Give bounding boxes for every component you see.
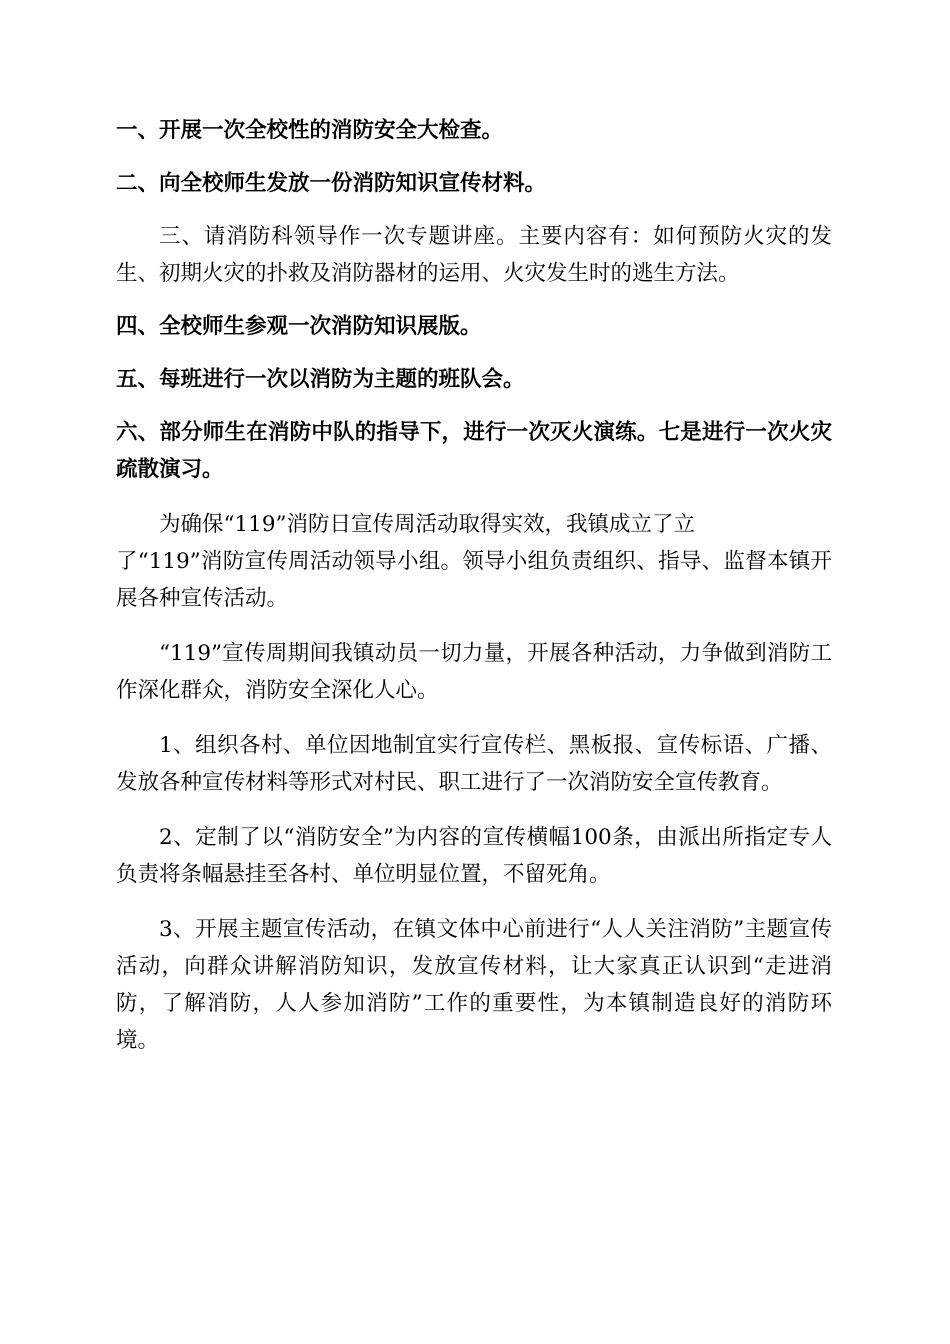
item-5: 五、每班进行一次以消防为主题的班队会。 — [116, 367, 525, 392]
item-4: 四、全校师生参观一次消防知识展版。 — [116, 314, 482, 339]
paragraph-point-2: 2、定制了以“消防安全”为内容的宣传横幅100条，由派出所指定专人负责将条幅悬挂至各村、单位明显位置，不留死角。 — [116, 825, 832, 887]
paragraph-leadership-group — [116, 506, 832, 617]
item-1: 一、开展一次全校性的消防安全大检查。 — [116, 118, 504, 143]
document-page — [116, 112, 832, 1059]
paragraph-point-1: 1、组织各村、单位因地制宜实行宣传栏、黑板报、宣传标语、广播、发放各种宣传材料等形式对村民、职工进行了一次消防安全宣传教育。 — [116, 733, 832, 795]
paragraph-leadership-line-1: 为确保“119”消防日宣传周活动取得实效，我镇成立了立 — [159, 512, 696, 537]
item-6: 六、部分师生在消防中队的指导下，进行一次灭火演练。七是进行一次火灾疏散演习。 — [116, 420, 832, 482]
paragraph-leadership-line-2: 了“119”消防宣传周活动领导小组。领导小组负责组织、指导、监督本镇开展各种宣传活动。 — [116, 549, 832, 611]
paragraph-mobilize: “119”宣传周期间我镇动员一切力量，开展各种活动，力争做到消防工作深化群众，消防安全深化人心。 — [116, 641, 832, 703]
item-3: 三、请消防科领导作一次专题讲座。主要内容有：如何预防火灾的发生、初期火灾的扑救及消防器材的运用、火灾发生时的逃生方法。 — [116, 224, 832, 286]
paragraph-point-3: 3、开展主题宣传活动，在镇文体中心前进行“人人关注消防”主题宣传活动，向群众讲解消防知识，发放宣传材料，让大家真正认识到“走进消防，了解消防，人人参加消防”工作的重要性，为本镇制造良好的消防环境。 — [116, 917, 832, 1053]
item-2: 二、向全校师生发放一份消防知识宣传材料。 — [116, 171, 547, 196]
